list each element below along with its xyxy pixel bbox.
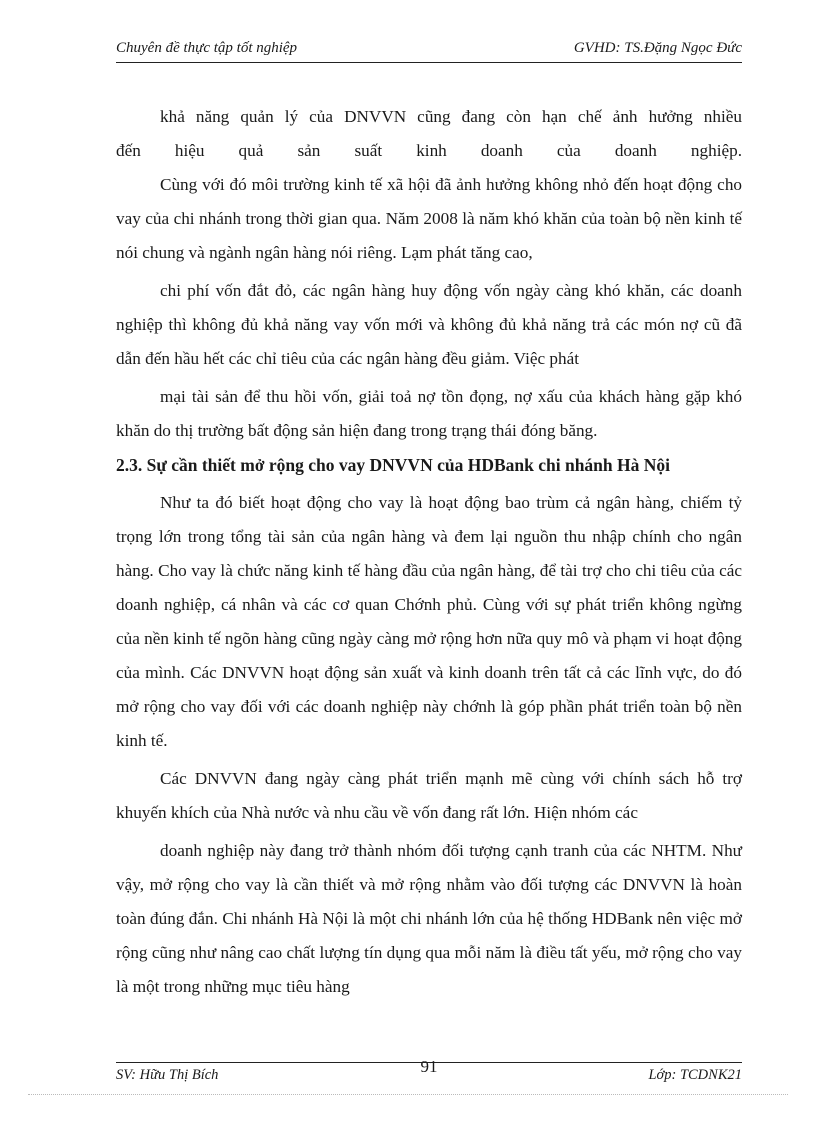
page-number: 91 [420,1057,438,1076]
paragraph-7: doanh nghiệp này đang trở thành nhóm đối tượng cạnh tranh của các NHTM. Như vậy, mở rộng cho vay là cần thiết và mở rộng nhằm vào đối tượng các DNVVN là hoàn toàn đúng đắn. Chi nhánh Hà Nội là một chi nhánh lớn của hệ thống HDBank nên việc mở rộng cũng như nâng cao chất lượng tín dụng qua mỗi năm là điều tất yếu, mở rộng cho vay là một trong những mục tiêu hàng [116,841,742,996]
paragraph-5: Như ta đó biết hoạt động cho vay là hoạt động bao trùm cả ngân hàng, chiếm tỷ trọng lớn trong tổng tài sản của ngân hàng và đem lại nguồn thu nhập chính cho ngân hàng. Cho vay là chức năng kinh tế hàng đầu của ngân hàng, để tài trợ cho chi tiêu của các doanh nghiệp, cá nhân và các cơ quan Chớnh phủ. Cùng với sự phát triển không ngừng của nền kinh tế ngõn hàng cũng ngày càng mở rộng hơn nữa quy mô và phạm vi hoạt động của mình. Các DNVVN hoạt động sản xuất và kinh doanh trên tất cả các lĩnh vực, do đó mở rộng cho vay đối với các doanh nghiệp này chớnh là góp phần phát triển toàn bộ nền kinh tế. [116,493,742,750]
footer-student: SV: Hữu Thị Bích [116,1067,219,1083]
page-header [116,38,742,63]
paragraph-1-line-2: đến hiệu quả sản suất kinh doanh của doanh nghiệp. [116,141,742,160]
page-body [116,100,742,1004]
paragraph-1-line-1: khả năng quản lý của DNVVN cũng đang còn hạn chế ảnh hưởng nhiều [160,107,742,126]
page-bottom-divider [28,1094,788,1095]
footer-class: Lớp: TCDNK21 [648,1067,742,1083]
header-title: Chuyên đề thực tập tốt nghiệp [116,40,298,56]
paragraph-4: mại tài sản để thu hồi vốn, giải toả nợ tồn đọng, nợ xấu của khách hàng gặp khó khăn do thị trường bất động sản hiện đang trong trạng thái đóng băng. [116,387,742,440]
paragraph-6: Các DNVVN đang ngày càng phát triển mạnh mẽ cùng với chính sách hỗ trợ khuyến khích của Nhà nước và nhu cầu về vốn đang rất lớn. Hiện nhóm các [116,769,742,822]
page-footer [116,1057,742,1089]
header-supervisor: GVHD: TS.Đặng Ngọc Đức [573,40,742,56]
paragraph-2: Cùng với đó môi trường kinh tế xã hội đã ảnh hưởng không nhỏ đến hoạt động cho vay của chi nhánh trong thời gian qua. Năm 2008 là năm khó khăn của toàn bộ nền kinh tế nói chung và ngành ngân hàng nói riêng. Lạm phát tăng cao, [116,175,742,262]
paragraph-3: chi phí vốn đắt đỏ, các ngân hàng huy động vốn ngày càng khó khăn, các doanh nghiệp thì không đủ khả năng vay vốn mới và không đủ khả năng trả các món nợ cũ đã dẫn đến hầu hết các chỉ tiêu của các ngân hàng đều giảm. Việc phát [116,281,742,368]
section-heading: 2.3. Sự cần thiết mở rộng cho vay DNVVN của HDBank chi nhánh Hà Nội [116,455,671,475]
